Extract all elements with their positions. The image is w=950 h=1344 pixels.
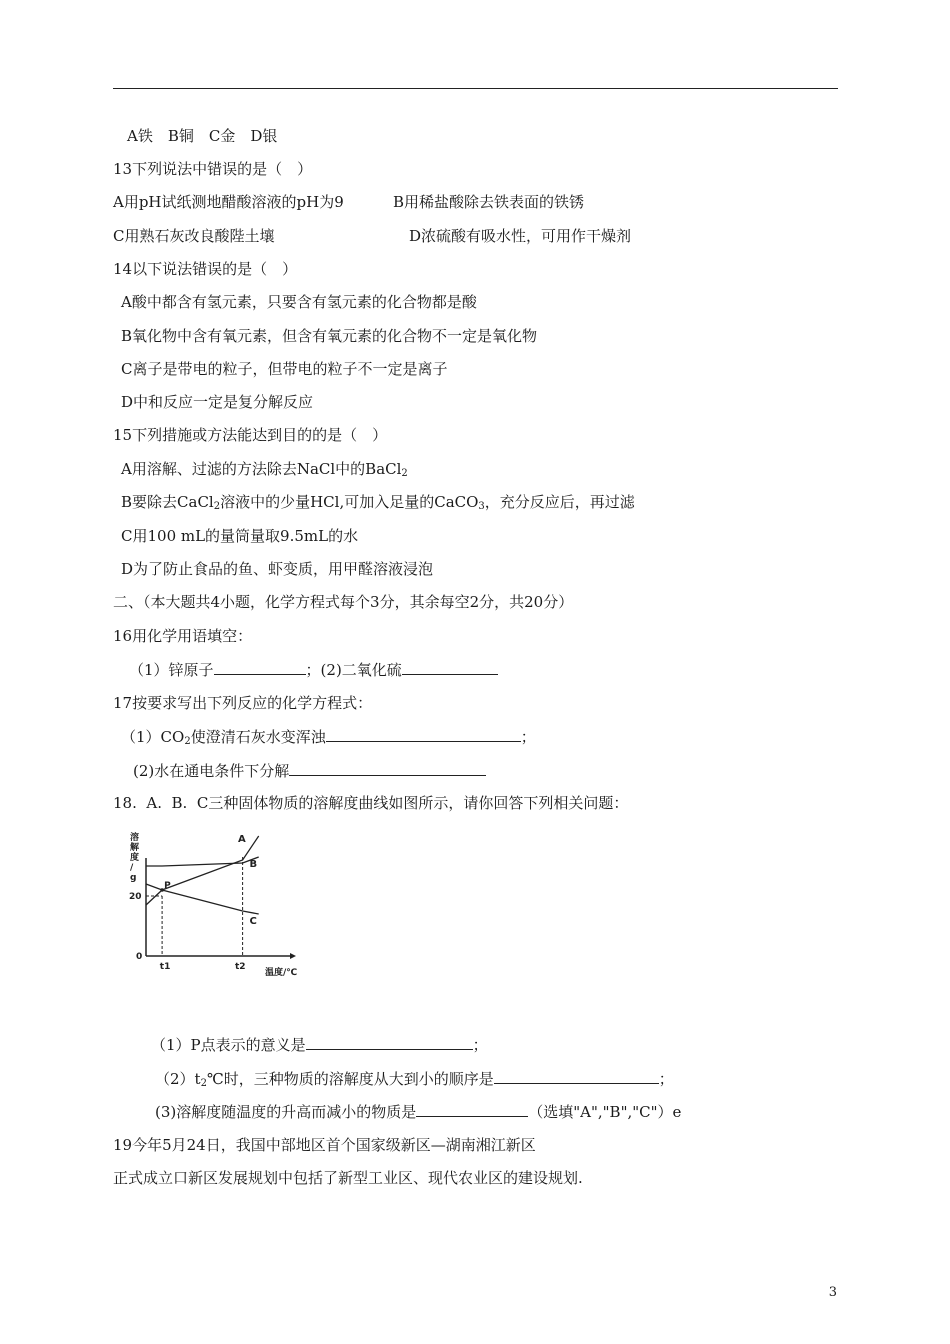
x-axis-label: 温度/℃: [265, 968, 298, 978]
q13-option-a: A用pH试纸测地醋酸溶液的pH为9: [113, 193, 344, 211]
y-axis-label: 溶解度/ g: [130, 833, 140, 883]
q15-option-b: B要除去CaCl$_2$溶液中的少量HCl,可加入足量的CaCO$_3$，充分反应后，再过滤: [121, 493, 635, 512]
q18-stem: 18. A. B. C三种固体物质的溶解度曲线如图所示，请你回答下列相关问题：: [113, 794, 629, 812]
q18-part-2: $(2)t_2℃$时，三种物质的溶解度从大到小的顺序是 ；: [155, 1070, 674, 1089]
q15-option-d: D为了防止食品的鱼、虾变质，用甲醛溶液浸泡: [121, 560, 434, 578]
x-tick-t1: t1: [159, 962, 171, 972]
series-curve-b: [146, 857, 259, 866]
q12-options: A铁 B铜 C金 D银: [127, 127, 278, 145]
q17-blank-2[interactable]: [289, 760, 486, 776]
q13-option-b: B用稀盐酸除去铁表面的铁锈: [393, 193, 585, 211]
x-axis-arrow-icon: [290, 953, 296, 959]
q14-stem: 14以下说法错误的是（ ）: [113, 260, 298, 278]
series-label-b: B: [249, 859, 258, 870]
series-label-c: C: [249, 916, 257, 927]
q18-part-1: （1）P点表示的意义是 ；: [151, 1036, 488, 1054]
y-tick-20: 20: [129, 892, 142, 902]
q15-option-c: C用100 mL的量筒量取9.5mL的水: [121, 527, 359, 545]
q18-blank-2[interactable]: [494, 1068, 659, 1084]
q13-option-c: C用熟石灰改良酸陛土壤: [113, 227, 275, 245]
q13-stem: 13下列说法中错误的是（ ）: [113, 160, 313, 178]
series-curve-a: [146, 836, 259, 905]
origin-label: 0: [136, 952, 143, 962]
solubility-chart: [115, 828, 315, 978]
q14-option-d: D中和反应一定是复分解反应: [121, 393, 314, 411]
x-tick-t2: t2: [235, 962, 246, 972]
q18-blank-3[interactable]: [416, 1101, 528, 1117]
q19-line-1: 19今年5月24日，我国中部地区首个国家级新区—湖南湘江新区: [113, 1136, 536, 1154]
q17-part-1: $(1)CO_2$使澄清石灰水变浑浊 ；: [121, 728, 536, 747]
q14-option-b: B氧化物中含有氧元素，但含有氧元素的化合物不一定是氧化物: [121, 327, 538, 345]
q15-stem: 15下列措施或方法能达到目的的是（ ）: [113, 426, 388, 444]
q14-option-c: C离子是带电的粒子，但带电的粒子不一定是离子: [121, 360, 448, 378]
q16-blank-2[interactable]: [402, 659, 498, 675]
point-p-label: P: [164, 881, 171, 891]
q19-line-2: 正式成立口新区发展规划中包括了新型工业区、现代农业区的建设规划.: [113, 1169, 583, 1187]
page-number: 3: [828, 1285, 837, 1300]
q16-stem: 16用化学用语填空：: [113, 627, 253, 645]
section-two-heading: 二、（本大题共4小题，化学方程式每个3分，其余每空2分，共20分）: [113, 593, 574, 611]
series-label-a: A: [238, 834, 246, 845]
q17-part-2: (2)水在通电条件下分解: [133, 760, 486, 781]
q15-option-a: A用溶解、过滤的方法除去NaCl中的BaCl$_2$: [121, 460, 408, 479]
q14-option-a: A酸中都含有氢元素，只要含有氢元素的化合物都是酸: [121, 293, 477, 311]
q16-blank-1[interactable]: [214, 659, 306, 675]
q17-blank-1[interactable]: [326, 726, 521, 742]
header-rule: [113, 88, 838, 89]
q17-stem: 17按要求写出下列反应的化学方程式：: [113, 694, 373, 712]
q13-option-d: D浓硫酸有吸水性，可用作干燥剂: [409, 227, 632, 245]
q18-part-3: (3)溶解度随温度的升高而减小的物质是 （选填"A","B","C"）e: [155, 1103, 682, 1121]
q16-parts: （1）锌原子 ；(2)二氧化硫: [129, 659, 498, 680]
q18-blank-1[interactable]: [306, 1034, 473, 1050]
